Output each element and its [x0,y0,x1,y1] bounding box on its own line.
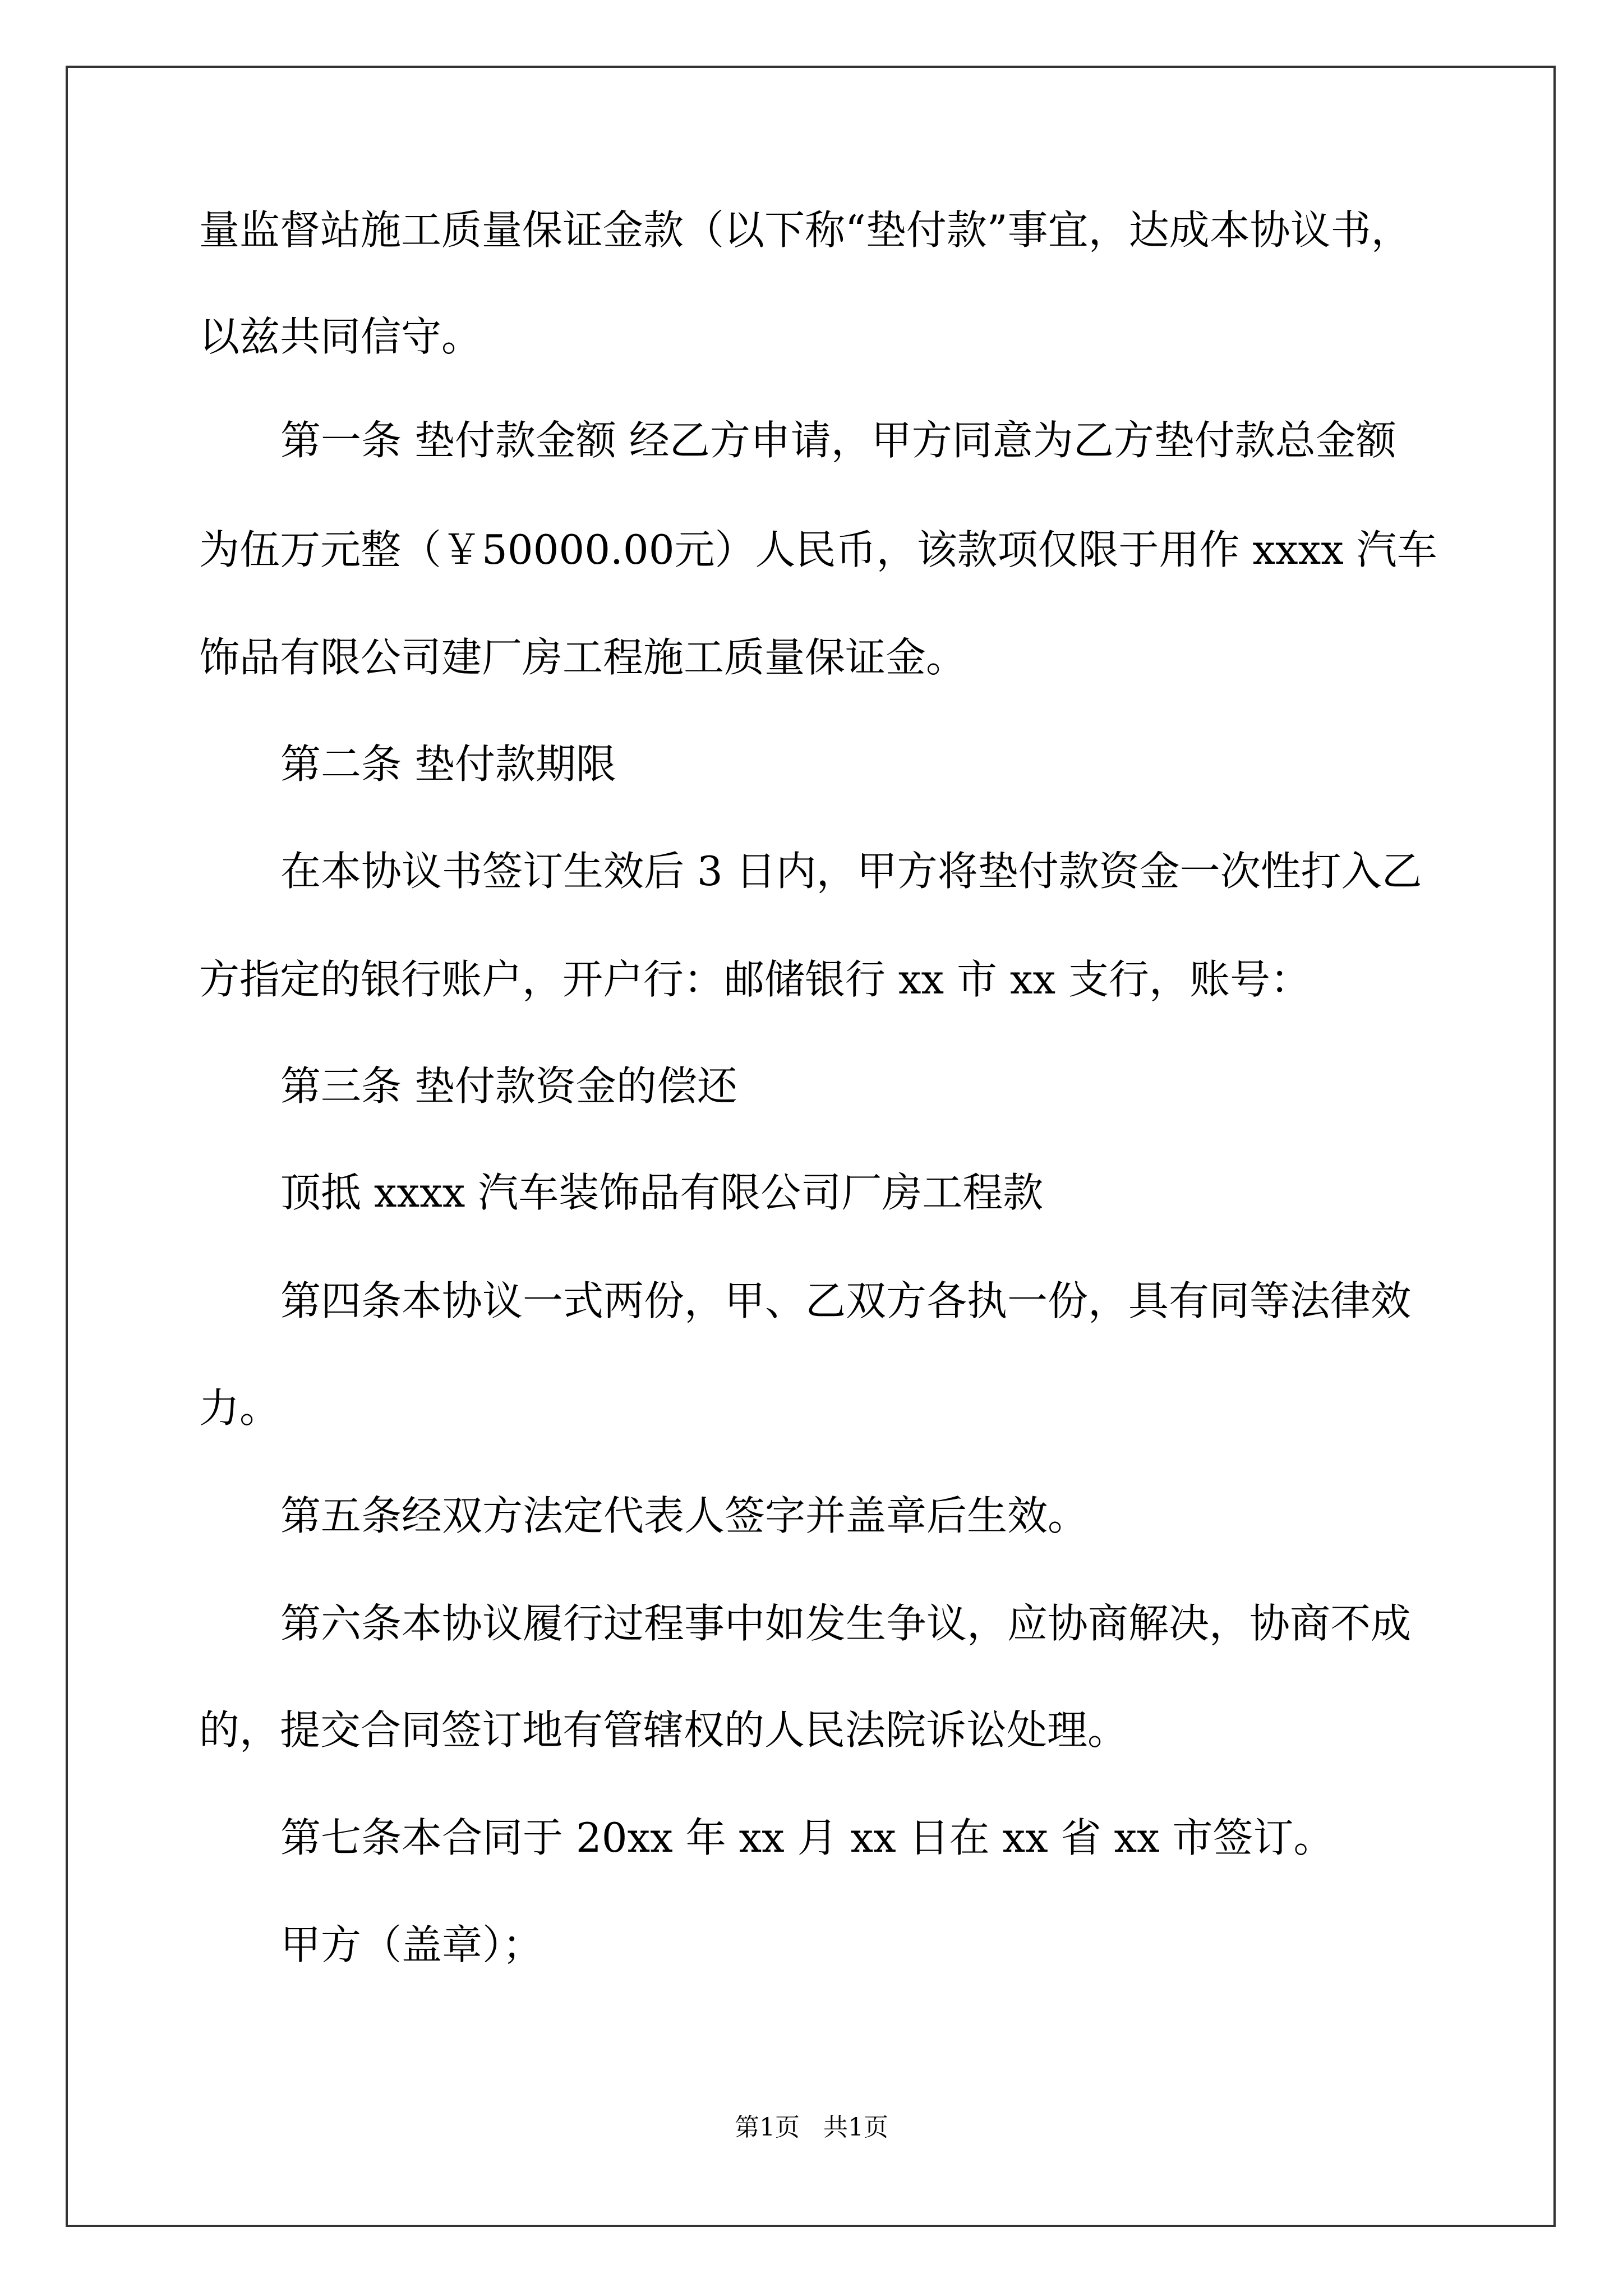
clause-2-heading: 第二条 垫付款期限 [280,740,616,788]
clause-2-line-1: 在本协议书签订生效后 3 日内，甲方将垫付款资金一次性打入乙 [280,848,1422,895]
clause-5-line-1: 第五条经双方法定代表人签字并盖章后生效。 [280,1492,1089,1539]
page-frame [66,66,1556,2227]
party-a-seal-line: 甲方（盖章）； [280,1921,543,1968]
clause-3-heading: 第三条 垫付款资金的偿还 [280,1062,737,1110]
page-number-footer: 第1页 共1页 [735,2113,888,2142]
clause-7-line-1: 第七条本合同于 20xx 年 xx 月 xx 日在 xx 省 xx 市签订。 [280,1814,1334,1861]
clause-2-line-2: 方指定的银行账户，开户行：邮储银行 xx 市 xx 支行，账号： [199,956,1311,1003]
clause-4-line-1: 第四条本协议一式两份，甲、乙双方各执一份，具有同等法律效 [280,1277,1412,1324]
text-line-2: 以兹共同信守。 [199,313,482,360]
clause-4-line-2: 力。 [199,1384,280,1432]
clause-3-line-1: 顶抵 xxxx 汽车装饰品有限公司厂房工程款 [280,1169,1044,1216]
clause-1-line-1: 第一条 垫付款金额 经乙方申请，甲方同意为乙方垫付款总金额 [280,417,1396,464]
clause-6-line-2: 的，提交合同签订地有管辖权的人民法院诉讼处理。 [199,1706,1128,1754]
clause-1-line-3: 饰品有限公司建厂房工程施工质量保证金。 [199,634,967,681]
text-line-1: 量监督站施工质量保证金款（以下称“垫付款”事宜，达成本协议书， [199,206,1412,254]
clause-1-line-2: 为伍万元整（￥50000.00元）人民币，该款项仅限于用作 xxxx 汽车 [199,526,1437,573]
clause-6-line-1: 第六条本协议履行过程事中如发生争议，应协商解决，协商不成 [280,1600,1412,1647]
